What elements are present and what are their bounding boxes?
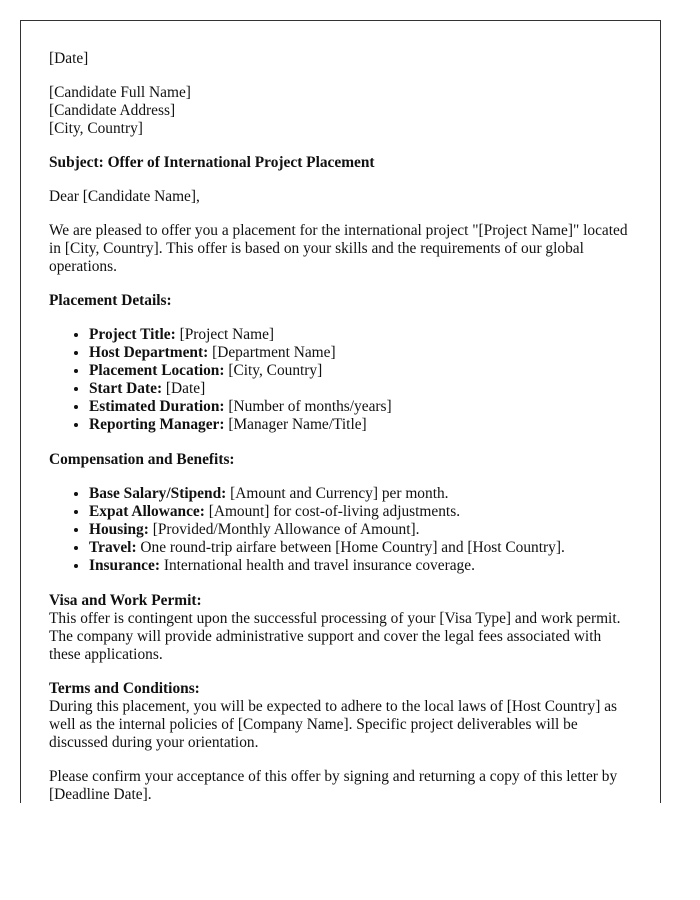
list-item: • Placement Location: [City, Country] (89, 362, 632, 380)
list-item: • Expat Allowance: [Amount] for cost-of-living adjustments. (89, 503, 632, 521)
visa-section (49, 592, 632, 664)
recipient-city: [City, Country] (49, 120, 143, 137)
list-item: • Housing: [Provided/Monthly Allowance of Amount]. (89, 521, 632, 539)
list-item: • Project Title: [Project Name] (89, 326, 632, 344)
subject-line: Subject: Offer of International Project Placement (49, 154, 375, 171)
recipient-name: [Candidate Full Name] (49, 84, 191, 101)
terms-section (49, 680, 632, 752)
list-item: • Insurance: International health and travel insurance coverage. (89, 557, 632, 575)
list-item: • Host Department: [Department Name] (89, 344, 632, 362)
compensation-list (49, 485, 632, 575)
list-item: • Base Salary/Stipend: [Amount and Currency] per month. (89, 485, 632, 503)
list-item: • Start Date: [Date] (89, 380, 632, 398)
list-item: • Reporting Manager: [Manager Name/Title] (89, 416, 632, 434)
terms-text: During this placement, you will be expected to adhere to the local laws of [Host Country] as well as the internal policies of [Company Name]. Specific project deliverables will be discussed during your orientation. (49, 698, 618, 751)
letter-document (20, 20, 661, 803)
letter-date: [Date] (49, 50, 89, 67)
terms-heading: Terms and Conditions: (49, 680, 200, 697)
list-item: • Estimated Duration: [Number of months/years] (89, 398, 632, 416)
visa-heading: Visa and Work Permit: (49, 592, 202, 609)
placement-list (49, 326, 632, 434)
closing-paragraph: Please confirm your acceptance of this offer by signing and returning a copy of this letter by [Deadline Date]. (49, 768, 618, 803)
salutation: Dear [Candidate Name], (49, 188, 200, 205)
recipient-address: [Candidate Address] (49, 102, 176, 119)
placement-heading: Placement Details: (49, 292, 172, 309)
visa-text: This offer is contingent upon the successful processing of your [Visa Type] and work permit. The company will provide administrative support and cover the legal fees associated with these applications. (49, 610, 621, 663)
list-item: • Travel: One round-trip airfare between [Home Country] and [Host Country]. (89, 539, 632, 557)
intro-paragraph: We are pleased to offer you a placement for the international project "[Project Name]" located in [City, Country]. This offer is based on your skills and the requirements of our global operations. (49, 222, 628, 275)
recipient-block (49, 84, 632, 138)
compensation-heading: Compensation and Benefits: (49, 451, 235, 468)
